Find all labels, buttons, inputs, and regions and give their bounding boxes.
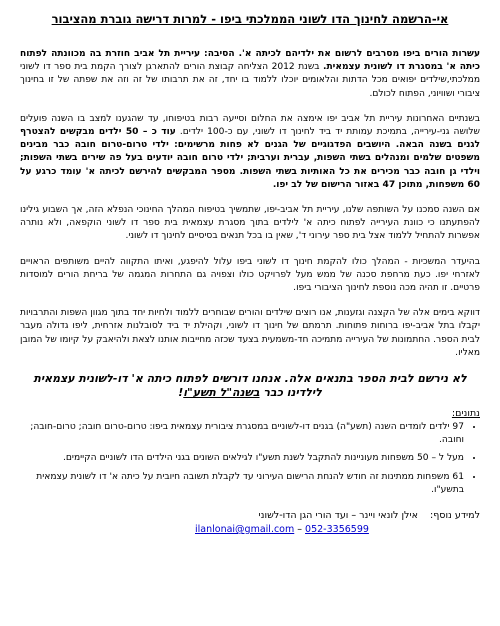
background-bold-text: עוד כ – 50 ילדים מבקשים להצטרף לגנים בשנה הבאה. היושבים הפדגוגיים של הגנים לא פחות מרשימים: ילדי טרום-טרום חובה כבר מבינים משפטים שלמים ומנהלים בשתי השפות, עברית וערבית; ילדי טרום חובה יודעים בעל פה שירים בשתי השפות; וילדי גן חובה כבר מכירים את כל האותיות בשתי השפות. מספר המבקשים להירשם לכיתה א' עומד כרגע על 60 משפחות, מתוכן 47 באזור הרישום של לב יפו. (20, 127, 480, 190)
cta-line-2-suffix: ! (178, 386, 184, 400)
contact-block (20, 509, 480, 537)
cta-line-2 (20, 386, 480, 400)
cta-line-1: לא נירשם לבית הספר בתנאים אלה. אנחנו דורשים לפתוח כיתה א' דו-לשונית עצמאית (33, 372, 467, 386)
contact-label: למידע נוסף: (430, 510, 480, 522)
paragraph-values (20, 307, 480, 360)
cta-line-2-prefix: לילדינו כבר (259, 386, 322, 400)
contact-email-link[interactable]: ilanlonai@gmail.com (195, 524, 295, 536)
contact-names: אילן לונאי ויינר – ועד הורי הגן הדו-לשוני (258, 510, 418, 522)
cta-year: בשנה"ל תשע"ו (183, 386, 260, 400)
data-item: • 97 ילדים לומדים השנה (תשע"ה) בגנים דו-לשוניים במסגרת ציבורית עצמאית ביפו: טרום-טרום חובה; טרום-חובה; וחובה. (20, 421, 464, 447)
contact-separator: – (294, 524, 306, 536)
background-text: בשנתיים האחרונות עיריית תל אביב יפו אימצה את החלום וסייעה רבות בטיפוחו, עד שהגענו למצב בו השנה פועלים שלושה גני-עירייה, בתמיכת עמותת יד ביד לחינוך דו לשוני, עם כ-100 ילדים. (20, 113, 481, 138)
contact-details (20, 523, 480, 537)
paragraph-risk: בהיעדר המשכיות - המהלך כולו להקמת חינוך דו לשוני ביפו עלול להיפגע, ואיתו התקווה להיים משותפים הראויים לאזרחי יפו. כעת מרחפת סכנה של ממש מעל לפרויקט כולו וצפויה גם התחרות המגמה של בריחת הורים למוסדות פרטיים. זו תהיה מכה נוספת לחינוך הציבורי ביפו. (20, 256, 480, 294)
paragraph-intro (20, 48, 480, 101)
values-text: דווקא בימים אלה של הקצנה וגזענות, אנו רוצים שילדים והורים שבוחרים ללמוד ולחיות יחד בתוך מגוון השפות והתרבויות יקבלו בתל אביב-יפו ברוחות פתוחות. תרמתם של חינוך דו לשוני, וקהילת יד ביד לסובלנות אזרחית, ליפו גדולה מעבר לבית הספר. החתמונות של העירייה מתמיכה (20, 308, 480, 345)
intro-body: בשנת 2012 הצליחה קבוצת הורים להתארגן לצורך הקמת בית ספר דו לשוני ממלכתי,שילדים יפואים מכל הדתות והלאומים יוכלו ללמוד בו יחד, זה את תרבותו של זה וזה את שפתה של זו בחינוך ציבורי ושוויוני, הפתוח לכולם. (20, 62, 480, 99)
intro-lead: עשרות הורים ביפו מסרבים לרשום את ילדיהם לכיתה א'. הסיבה: עיריית תל אביב חוזרת בה מכוונתה לפתוח כיתה א' במסגרת דו לשונית עצמאית. (20, 49, 480, 73)
values-text-end: חד-משמעית בצעד שכזה מחייבות אותנו לצאת ולהיאבק על קיומו של המובן מאליו. (20, 334, 480, 358)
data-item: • 61 משפחות ממתינות זה חודש להנחת הרישום העירוני עד לקבלת תשובה חיובית על כיתה א' דו לשונית עצמאית בתשע"ו. (20, 471, 464, 497)
data-item: • מעל ל – 50 משפחות מעוניינות להתקבל לשנת תשע"ו לגילאים השונים בגני הילדים הדו לשוניים הקיימים. (20, 452, 464, 465)
paragraph-surprise: אם השנה סמכנו על השותפה שלנו, עיריית תל אביב-יפו, שתמשיך בטיפוח המהלך החינוכי הנפלא הזה, אך השבוע גילינו להפתעתנו כי כוונת העירייה לפתוח כיתה א' לילדים בתוך מסגרת עצמאית בית ספר דו לשוני הוקפאה, ולא נותרה אפשרות להתחיל ללמוד אצל בית ספר עירוני ד', שאין בו בכל תנאים בסיסיים לחינוך דו לשוני. (20, 205, 480, 242)
contact-row (20, 509, 480, 523)
data-list (20, 421, 480, 497)
contact-phone-link[interactable]: 052-3356599 (305, 524, 369, 536)
data-heading: נתונים: (451, 408, 480, 420)
paragraph-background (20, 113, 480, 192)
call-to-action (20, 372, 480, 400)
document-title: אי-הרשמה לחינוך הדו לשוני הממלכתי ביפו - למרות דרישה גוברת מהציבור (51, 12, 449, 26)
